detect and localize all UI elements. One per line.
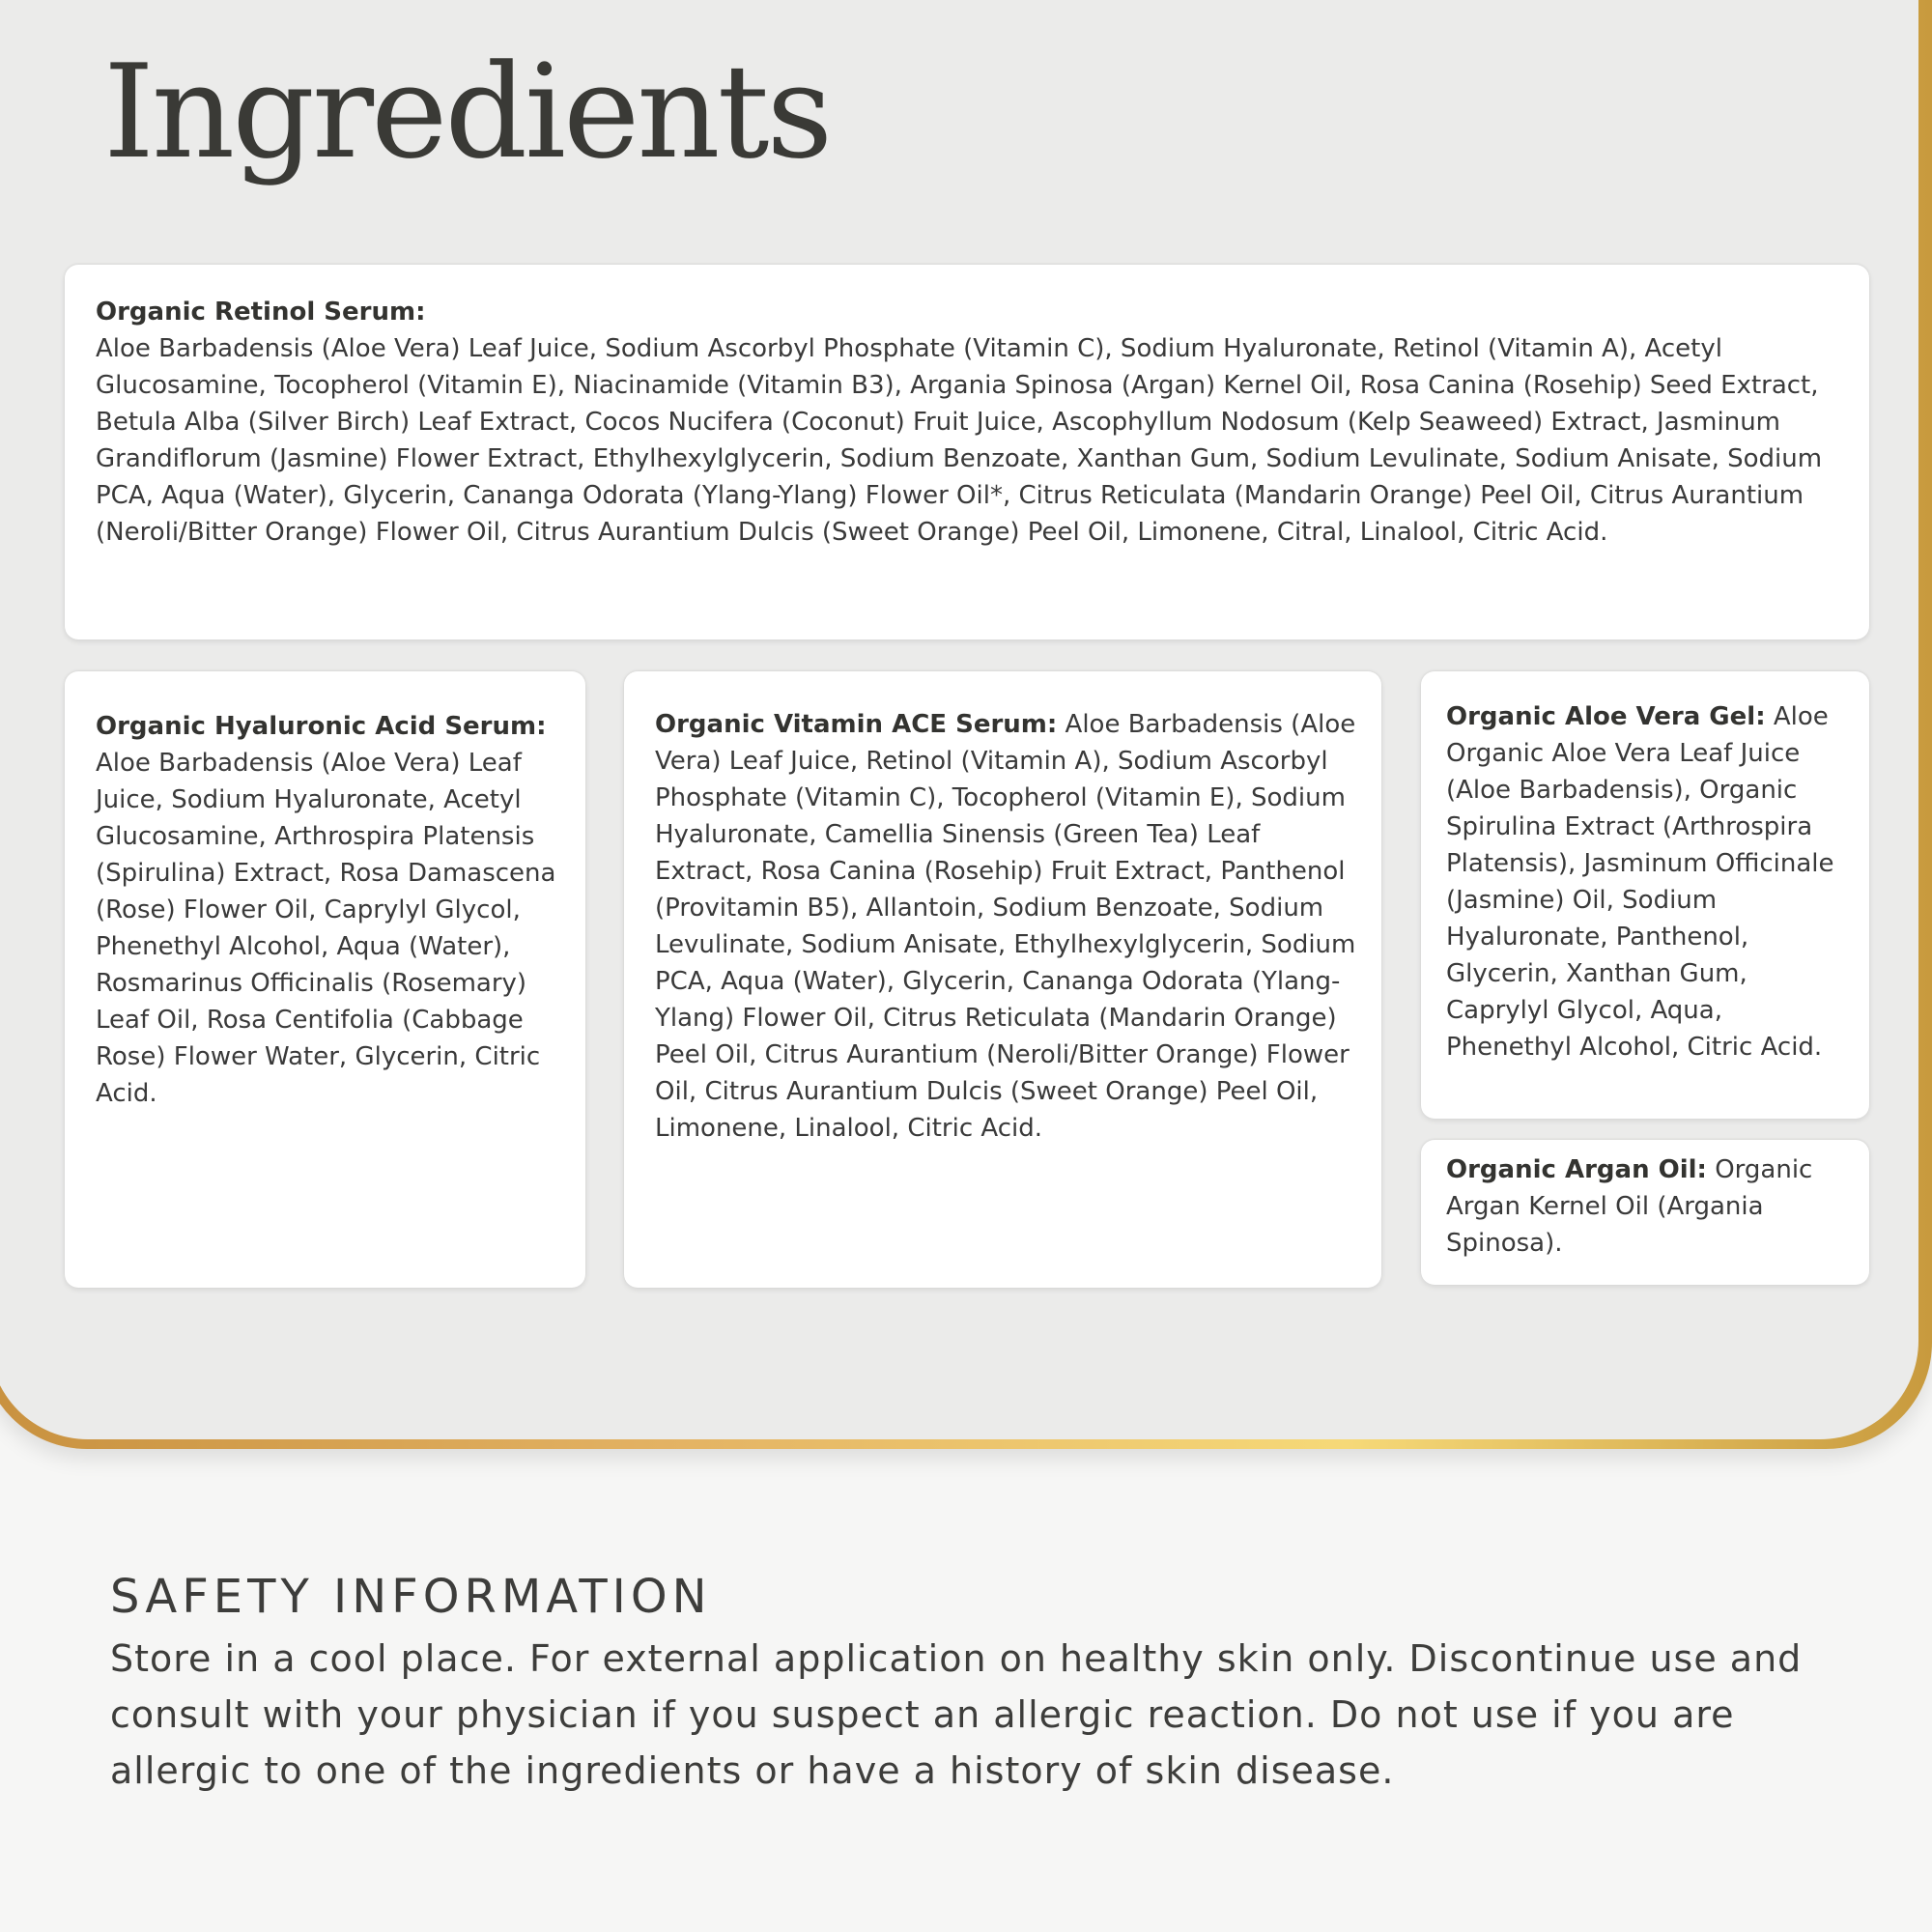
retinol-serum-ingredients xyxy=(96,294,1840,551)
aloe-vera-gel-label: Organic Aloe Vera Gel: xyxy=(1446,702,1766,731)
vitamin-ace-serum-label: Organic Vitamin ACE Serum: xyxy=(655,710,1058,739)
card-aloe-vera-gel xyxy=(1421,671,1869,1119)
safety-heading: SAFETY INFORMATION xyxy=(110,1570,712,1624)
hyaluronic-serum-text: Aloe Barbadensis (Aloe Vera) Leaf Juice, Sodium Hyaluronate, Acetyl Glucosamine, Arthrospira Platensis (Spirulina) Extract, Rosa Damascena (Rose) Flower Oil, Caprylyl Glycol, Phenethyl Alcohol, Aqua (Water), Rosmarinus Officinalis (Rosemary) Leaf Oil, Rosa Centifolia (Cabbage Rose) Flower Water, Glycerin, Citric Acid. xyxy=(96,749,556,1108)
retinol-serum-label: Organic Retinol Serum: xyxy=(96,298,426,327)
vitamin-ace-serum-text: Aloe Barbadensis (Aloe Vera) Leaf Juice, Retinol (Vitamin A), Sodium Ascorbyl Phosphate (Vitamin C), Tocopherol (Vitamin E), Sodium Hyaluronate, Camellia Sinensis (Green Tea) Leaf Extract, Rosa Canina (Rosehip) Fruit Extract, Panthenol (Provitamin B5), Allantoin, Sodium Benzoate, Sodium Levulinate, Sodium Anisate, Ethylhexylglycerin, Sodium PCA, Aqua (Water), Glycerin, Cananga Odorata (Ylang-Ylang) Flower Oil, Citrus Reticulata (Mandarin Orange) Peel Oil, Citrus Aurantium (Neroli/Bitter Orange) Flower Oil, Citrus Aurantium Dulcis (Sweet Orange) Peel Oil, Limonene, Linalool, Citric Acid. xyxy=(655,710,1356,1143)
retinol-serum-text: Aloe Barbadensis (Aloe Vera) Leaf Juice, Sodium Ascorbyl Phosphate (Vitamin C), Sodium Hyaluronate, Retinol (Vitamin A), Acetyl Glucosamine, Tocopherol (Vitamin E), Niacinamide (Vitamin B3), Argania Spinosa (Argan) Kernel Oil, Rosa Canina (Rosehip) Seed Extract, Betula Alba (Silver Birch) Leaf Extract, Cocos Nucifera (Coconut) Fruit Juice, Ascophyllum Nodosum (Kelp Seaweed) Extract, Jasminum Grandiflorum (Jasmine) Flower Extract, Ethylhexylglycerin, Sodium Benzoate, Xanthan Gum, Sodium Levulinate, Sodium Anisate, Sodium PCA, Aqua (Water), Glycerin, Cananga Odorata (Ylang-Ylang) Flower Oil*, Citrus Reticulata (Mandarin Orange) Peel Oil, Citrus Aurantium (Neroli/Bitter Orange) Flower Oil, Citrus Aurantium Dulcis (Sweet Orange) Peel Oil, Limonene, Citral, Linalool, Citric Acid. xyxy=(96,334,1823,547)
hyaluronic-serum-ingredients xyxy=(96,708,560,1112)
argan-oil-text: Organic Argan Kernel Oil (Argania Spinosa). xyxy=(1446,1155,1813,1258)
card-retinol-serum xyxy=(65,265,1869,639)
vitamin-ace-serum-ingredients xyxy=(655,706,1358,1147)
hyaluronic-serum-label: Organic Hyaluronic Acid Serum: xyxy=(96,712,547,741)
argan-oil-ingredients xyxy=(1446,1151,1854,1262)
page-title: Ingredients xyxy=(103,37,831,187)
card-vitamin-ace-serum xyxy=(624,671,1381,1288)
aloe-vera-gel-ingredients xyxy=(1446,698,1854,1065)
aloe-vera-gel-text: Aloe Organic Aloe Vera Leaf Juice (Aloe Barbadensis), Organic Spirulina Extract (Arthrospira Platensis), Jasminum Officinale (Jasmine) Oil, Sodium Hyaluronate, Panthenol, Glycerin, Xanthan Gum, Caprylyl Glycol, Aqua, Phenethyl Alcohol, Citric Acid. xyxy=(1446,702,1834,1062)
argan-oil-label: Organic Argan Oil: xyxy=(1446,1155,1707,1184)
card-argan-oil xyxy=(1421,1140,1869,1285)
safety-section xyxy=(110,1565,1849,1799)
safety-text: Store in a cool place. For external application on healthy skin only. Discontinue use and consult with your physician if you suspect an allergic reaction. Do not use if you are allergic to one of the ingredients or have a history of skin disease. xyxy=(110,1637,1803,1792)
card-hyaluronic-serum xyxy=(65,671,585,1288)
